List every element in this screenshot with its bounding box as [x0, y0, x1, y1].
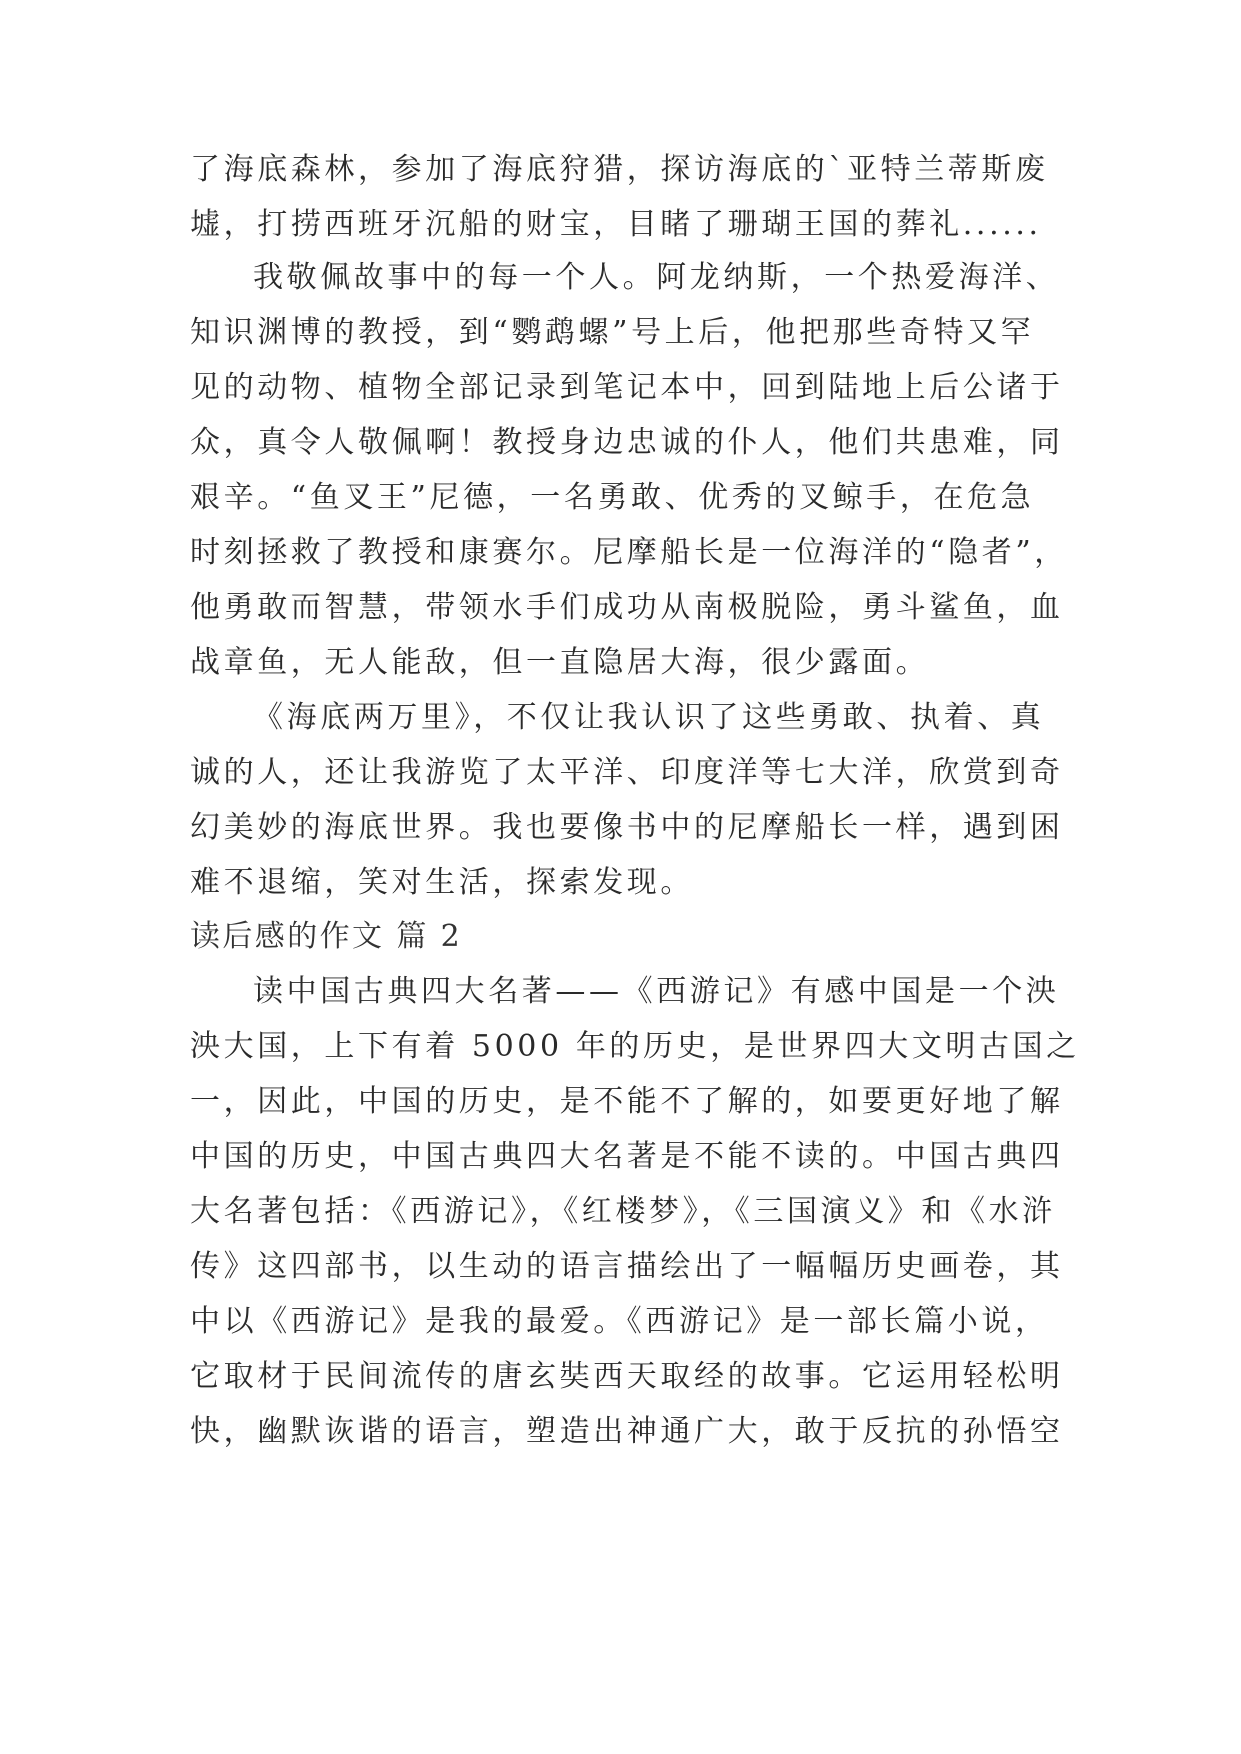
text-line: 泱大国，上下有着 5000 年的历史，是世界四大文明古国之	[190, 1029, 1080, 1064]
text-line: 一，因此，中国的历史，是不能不了解的，如要更好地了解	[190, 1084, 1064, 1119]
text-line: 幻美妙的海底世界。我也要像书中的尼摩船长一样，遇到困	[190, 810, 1064, 845]
text-line: 中国的历史，中国古典四大名著是不能不读的。中国古典四	[190, 1139, 1064, 1174]
section-heading: 读后感的作文 篇 2	[190, 919, 463, 954]
paragraph-first-line: 我敬佩故事中的每一个人。阿龙纳斯，一个热爱海洋、	[253, 260, 1060, 295]
text-line: 难不退缩，笑对生活，探索发现。	[190, 865, 694, 900]
text-line: 诚的人，还让我游览了太平洋、印度洋等七大洋，欣赏到奇	[190, 755, 1064, 790]
text-line: 了海底森林，参加了海底狩猎，探访海底的`亚特兰蒂斯废	[190, 152, 1049, 187]
text-line: 大名著包括：《西游记》，《红楼梦》，《三国演义》和《水浒	[190, 1194, 1056, 1229]
text-line: 艰辛。“鱼叉王”尼德，一名勇敢、优秀的叉鲸手，在危急	[190, 480, 1035, 515]
text-line: 中以《西游记》是我的最爱。《西游记》是一部长篇小说，	[190, 1304, 1049, 1339]
text-line: 它取材于民间流传的唐玄奘西天取经的故事。它运用轻松明	[190, 1359, 1064, 1394]
text-line: 时刻拯救了教授和康赛尔。尼摩船长是一位海洋的“隐者”，	[190, 535, 1068, 570]
text-line: 见的动物、植物全部记录到笔记本中，回到陆地上后公诸于	[190, 370, 1064, 405]
text-line: 他勇敢而智慧，带领水手们成功从南极脱险，勇斗鲨鱼，血	[190, 590, 1064, 625]
paragraph-first-line: 《海底两万里》，不仅让我认识了这些勇敢、执着、真	[253, 700, 1045, 735]
text-line: 知识渊博的教授，到“鹦鹉螺”号上后，他把那些奇特又罕	[190, 315, 1035, 350]
text-line: 众，真令人敬佩啊！教授身边忠诚的仆人，他们共患难，同	[190, 425, 1064, 460]
text-line: 战章鱼，无人能敌，但一直隐居大海，很少露面。	[190, 645, 930, 680]
text-line: 墟，打捞西班牙沉船的财宝，目睹了珊瑚王国的葬礼......	[190, 207, 1042, 242]
text-line: 快，幽默诙谐的语言，塑造出神通广大，敢于反抗的孙悟空	[190, 1414, 1064, 1449]
paragraph-first-line: 读中国古典四大名著——《西游记》有感中国是一个泱	[253, 974, 1060, 1009]
text-line: 传》这四部书，以生动的语言描绘出了一幅幅历史画卷，其	[190, 1249, 1064, 1284]
